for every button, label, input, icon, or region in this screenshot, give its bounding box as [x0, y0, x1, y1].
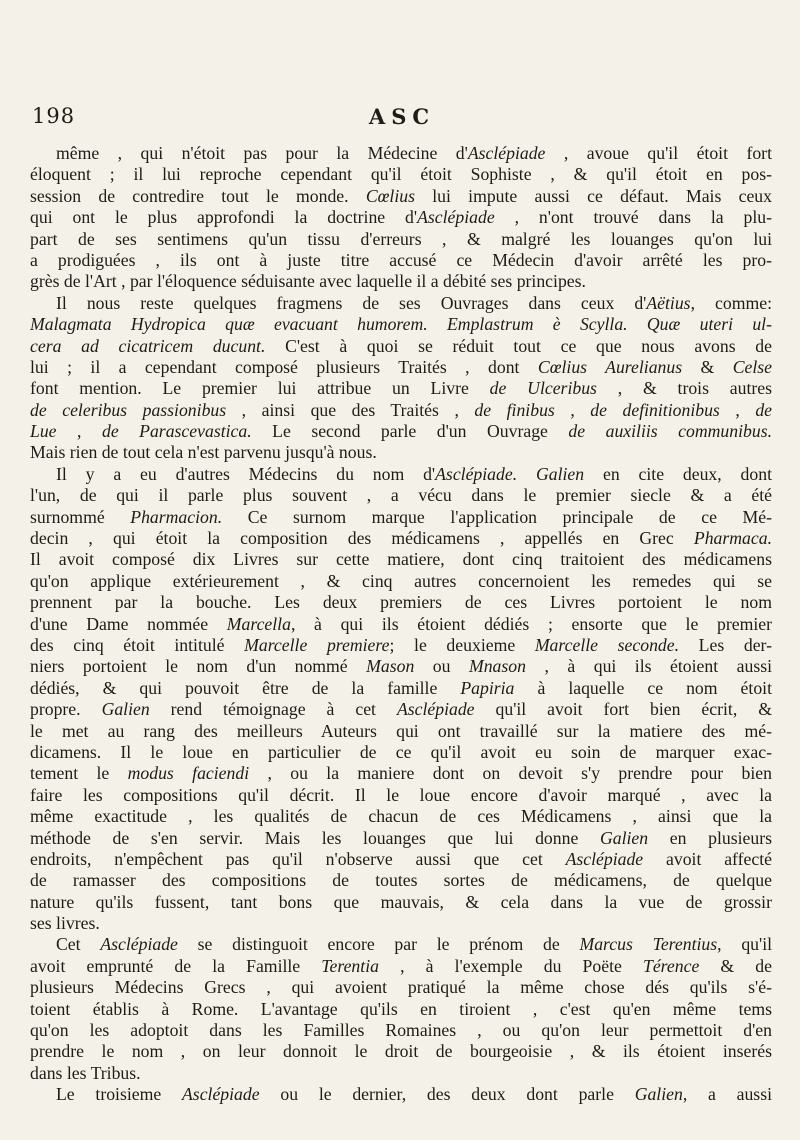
text-run: propre.: [30, 699, 102, 720]
paragraph: [30, 293, 772, 464]
italic-run: Malagmata Hydropica quæ evacuant humorem. Emplastrum è Scylla. Quæ uteri ul-: [30, 314, 772, 335]
italic-run: Terentia: [321, 955, 379, 976]
text-line: [30, 336, 772, 357]
italic-run: de definitionibus: [590, 399, 720, 420]
text-line: [30, 250, 772, 271]
text-line: [30, 571, 772, 592]
text-line: [30, 999, 772, 1020]
italic-run: modus faciendi: [127, 763, 250, 784]
text-run: même , qui n'étoit pas pour la Médecine d': [56, 143, 468, 163]
text-run: font mention. Le premier lui attribue un Livre: [30, 378, 490, 399]
text-run: Le second parle d'un Ouvrage: [251, 421, 569, 442]
text-run: tement le: [30, 763, 128, 784]
text-run: en plusieurs: [648, 827, 772, 848]
italic-run: Galien: [634, 1084, 683, 1105]
text-line: [30, 528, 772, 549]
text-run: part de ses sentimens qu'un tissu d'erreurs , & malgré les louanges qu'on lui: [30, 228, 772, 249]
text-line: [30, 442, 772, 463]
text-run: , à l'exemple du Poëte: [378, 955, 643, 976]
italic-run: Marcella: [226, 613, 291, 634]
text-line: [30, 378, 772, 399]
text-run: d'une Dame nommée: [30, 613, 227, 634]
text-run: dicamens. Il le loue en particulier de ce qu'il avoit eu soin de marquer exac-: [30, 741, 772, 762]
text-line: [30, 485, 772, 506]
italic-run: de finibus: [474, 399, 555, 420]
italic-run: Papiria: [460, 677, 515, 698]
text-line: [30, 293, 772, 314]
text-line: [30, 635, 772, 656]
text-run: qui ont le plus approfondi la doctrine d': [30, 207, 418, 228]
text-run: Il y a eu d'autres Médecins du nom d': [56, 463, 436, 484]
italic-run: Térence: [642, 955, 700, 976]
text-line: [30, 913, 772, 934]
text-run: des cinq étoit intitulé: [30, 634, 245, 655]
italic-run: Marcelle premiere: [244, 634, 390, 655]
text-run: ,: [719, 399, 756, 420]
text-run: & de: [699, 955, 772, 976]
text-run: plusieurs Médecins Grecs , qui avoient pratiqué la même chose dés qu'ils s'é-: [30, 977, 772, 998]
text-run: , ou la maniere dont on devoit s'y prendre pour bien: [249, 763, 772, 784]
text-run: lui ; il a cependant composé plusieurs Traités , dont: [30, 356, 538, 377]
text-run: prennent par la bouche. Les deux premiers de ces Livres portoient le nom: [30, 592, 772, 613]
text-run: ,: [56, 421, 102, 442]
text-line: [30, 271, 772, 292]
text-run: dédiés, & qui pouvoit être de la famille: [30, 677, 461, 698]
text-line: [30, 785, 772, 806]
italic-run: Marcus Terentius: [579, 934, 718, 955]
text-line: [30, 742, 772, 763]
text-run: se distinguoit encore par le prénom de: [177, 934, 580, 955]
italic-run: Asclépiade: [417, 207, 495, 228]
page-header: [32, 104, 772, 134]
text-run: niers portoient le nom d'un nommé: [30, 656, 367, 677]
italic-run: Marcelle seconde.: [534, 634, 680, 655]
text-run: même exactitude , les qualités de chacun de ces Médicamens , ainsi que la: [30, 806, 772, 827]
italic-run: cera ad cicatricem ducunt.: [30, 335, 266, 356]
text-run: session de contredire tout le monde.: [30, 185, 366, 206]
body-text: [30, 143, 772, 1106]
italic-run: Asclépiade: [100, 934, 178, 955]
text-run: qu'on applique extérieurement , & cinq autres concernoient les remedes qui se: [30, 570, 772, 591]
text-run: Ce surnom marque l'application principale de ce Mé-: [222, 506, 772, 527]
italic-run: de Parascevastica.: [101, 421, 252, 442]
text-run: méthode de s'en servir. Mais les louanges que lui donne: [30, 827, 600, 848]
text-line: [30, 870, 772, 891]
italic-run: Mnason: [468, 656, 526, 677]
text-line: [30, 806, 772, 827]
paragraph: [30, 143, 772, 293]
text-run: surnommé: [30, 506, 131, 527]
italic-run: de celeribus passionibus: [30, 399, 227, 420]
italic-run: de auxiliis communibus.: [568, 421, 772, 442]
text-run: Le troisieme: [56, 1084, 182, 1105]
text-line: [30, 357, 772, 378]
text-run: , ainsi que des Traités ,: [226, 399, 475, 420]
italic-run: Asclépiade: [182, 1084, 260, 1105]
italic-run: Pharmaca.: [693, 528, 772, 549]
page-number: 198: [32, 104, 76, 128]
text-line: [30, 400, 772, 421]
italic-run: Aëtius: [646, 292, 691, 313]
text-run: Cet: [56, 934, 101, 955]
text-line: [30, 1063, 772, 1084]
text-run: qu'on les adoptoit dans les Familles Romaines , ou qu'on leur permettoit d'en: [30, 1020, 772, 1041]
text-line: [30, 699, 772, 720]
italic-run: Pharmacion.: [130, 506, 223, 527]
text-line: [30, 1020, 772, 1041]
text-line: [30, 186, 772, 207]
text-run: nature qu'ils fussent, tant bons que mauvais, & cela dans la vue de grossir: [30, 891, 772, 912]
italic-run: Asclépiade: [467, 143, 546, 163]
text-run: C'est à quoi se réduit tout ce que nous avons de: [265, 335, 772, 356]
italic-run: Mason: [366, 656, 415, 677]
italic-run: Cœlius Aurelianus: [537, 356, 683, 377]
text-line: [30, 507, 772, 528]
text-line: [30, 143, 772, 164]
text-run: ou: [414, 656, 469, 677]
text-line: [30, 956, 772, 977]
text-run: Les der-: [679, 634, 772, 655]
text-run: , qu'il: [717, 934, 772, 955]
text-line: [30, 849, 772, 870]
text-run: , à qui ils étoient aussi: [525, 656, 772, 677]
text-line: [30, 164, 772, 185]
text-run: Il nous reste quelques fragmens de ses Ouvrages dans ceux d': [56, 292, 647, 313]
text-line: [30, 549, 772, 570]
text-run: le met au rang des meilleurs Auteurs qui ont travaillé sur la matiere des mé-: [30, 720, 772, 741]
italic-run: de Ulceribus: [489, 378, 597, 399]
italic-run: Galien: [599, 827, 649, 848]
text-run: en cite deux, dont: [584, 463, 772, 484]
text-run: ,: [554, 399, 591, 420]
italic-run: Asclépiade: [565, 848, 644, 869]
text-run: à laquelle ce nom étoit: [514, 677, 772, 698]
text-run: , avoue qu'il étoit fort: [545, 143, 772, 163]
text-line: [30, 421, 772, 442]
text-run: decin , qui étoit la composition des médicamens , appellés en Grec: [30, 528, 694, 549]
text-run: l'un, de qui il parle plus souvent , a vécu dans le premier siecle & a été: [30, 485, 772, 506]
text-line: [30, 656, 772, 677]
italic-run: Galien: [101, 699, 150, 720]
italic-run: de: [755, 399, 772, 420]
paragraph: [30, 1084, 772, 1105]
text-run: éloquent ; il lui reproche cependant qu'il étoit Sophiste , & qu'il étoit en pos-: [30, 164, 772, 185]
italic-run: Cœlius: [365, 185, 415, 206]
text-run: , & trois autres: [596, 378, 772, 399]
text-run: Il avoit composé dix Livres sur cette matiere, dont cinq traitoient des médicamens: [30, 549, 772, 570]
text-run: a prodiguées , ils ont à juste titre accusé ce Médecin d'avoir arrêté les pro-: [30, 249, 772, 270]
text-line: [30, 934, 772, 955]
text-run: rend témoignage à cet: [149, 699, 397, 720]
text-run: avoit emprunté de la Famille: [30, 955, 322, 976]
text-run: endroits, n'empêchent pas qu'il n'observe aussi que cet: [30, 848, 566, 869]
text-run: dans les Tribus.: [30, 1062, 141, 1083]
italic-run: Celse: [732, 356, 772, 377]
text-line: [30, 592, 772, 613]
italic-run: Lue: [30, 421, 57, 442]
text-line: [30, 828, 772, 849]
paragraph: [30, 934, 772, 1084]
text-run: lui impute aussi ce défaut. Mais ceux: [414, 185, 772, 206]
text-run: prendre le nom , on leur donnoit le droit de bourgeoisie , & ils étoient inserés: [30, 1041, 772, 1062]
text-line: [30, 614, 772, 635]
paragraph: [30, 464, 772, 935]
text-line: [30, 892, 772, 913]
text-line: [30, 207, 772, 228]
text-run: ses livres.: [30, 913, 100, 934]
italic-run: Asclépiade. Galien: [435, 463, 585, 484]
text-run: , n'ont trouvé dans la plu-: [494, 207, 772, 228]
text-run: ; le deuxieme: [389, 634, 535, 655]
text-line: [30, 229, 772, 250]
text-run: , a aussi: [682, 1084, 772, 1105]
text-run: qu'il avoit fort bien écrit, &: [474, 699, 772, 720]
text-run: de ramasser des compositions de toutes sortes de médicamens, de quelque: [30, 870, 772, 891]
text-line: [30, 1041, 772, 1062]
text-run: faire les compositions qu'il décrit. Il le loue encore d'avoir marqué , avec la: [30, 784, 772, 805]
text-run: toient établis à Rome. L'avantage qu'ils en tiroient , c'est qu'en même tems: [30, 998, 772, 1019]
text-line: [30, 464, 772, 485]
running-head: ASC: [368, 104, 436, 129]
italic-run: Asclépiade: [396, 699, 475, 720]
text-line: [30, 977, 772, 998]
text-run: grès de l'Art , par l'éloquence séduisante avec laquelle il a débité ses principes.: [30, 271, 586, 292]
text-run: Mais rien de tout cela n'est parvenu jusqu'à nous.: [30, 442, 377, 463]
text-line: [30, 314, 772, 335]
text-line: [30, 678, 772, 699]
text-run: , à qui ils étoient dédiés ; ensorte que le premier: [290, 613, 772, 634]
text-line: [30, 763, 772, 784]
text-run: , comme:: [690, 292, 772, 313]
text-run: avoit affecté: [643, 848, 772, 869]
text-line: [30, 721, 772, 742]
text-line: [30, 1084, 772, 1105]
text-run: &: [682, 356, 733, 377]
text-run: ou le dernier, des deux dont parle: [259, 1084, 635, 1105]
